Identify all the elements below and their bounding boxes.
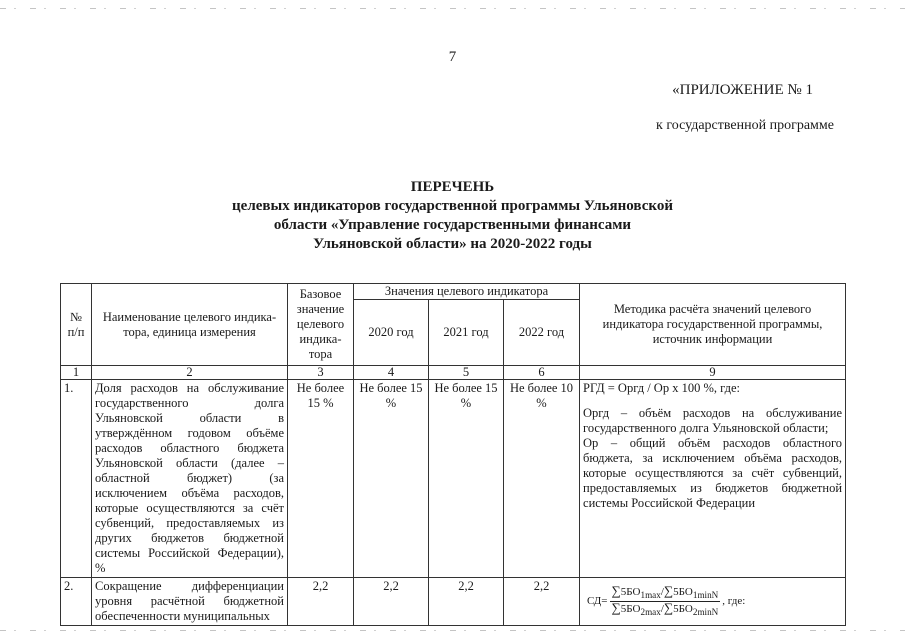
title-line-1: ПЕРЕЧЕНЬ xyxy=(410,179,495,195)
row-2-name: Сокращение дифференциации уровня расчётной бюджетной обеспеченности муниципальных xyxy=(92,578,288,626)
row-2-2020: 2,2 xyxy=(354,578,429,626)
colnum-3: 3 xyxy=(288,366,354,380)
header-values-group: Значения целевого индикатора xyxy=(354,284,580,300)
document-title xyxy=(0,178,905,254)
page-number: 7 xyxy=(448,49,457,65)
header-row-1 xyxy=(61,284,846,300)
row-2-method xyxy=(580,578,846,626)
row-1-method xyxy=(580,380,846,578)
title-line-2: целевых индикаторов государственной программы Ульяновской xyxy=(232,198,673,214)
table-row xyxy=(61,380,846,578)
header-2021: 2021 год xyxy=(429,300,504,366)
table-row xyxy=(61,578,846,626)
row-1-2020: Не более 15 % xyxy=(354,380,429,578)
row-1-method-p2: Ор – общий объём расходов областного бюджета, за исключением объёма расходов, которые осуществляются за счёт субвенций, предоставляемых из бюджетов бюджетной системы Российской Федерации xyxy=(583,436,843,510)
scan-artifact-top xyxy=(0,8,905,9)
title-line-3: области «Управление государственными финансами xyxy=(273,217,632,233)
title-line-4: Ульяновской области» на 2020-2022 годы xyxy=(313,236,592,252)
formula-denominator: $\sum 5БО_{2max}/\sum 5БО_{2minN}$ xyxy=(611,600,719,618)
colnum-5: 5 xyxy=(429,366,504,380)
header-method: Методика расчёта значений целевого индикатора государственной программы, источник информации xyxy=(580,284,846,366)
formula-numerator: $\sum 5БО_{1max}/\sum 5БО_{1minN}$ xyxy=(611,582,719,600)
differentiation-formula xyxy=(583,582,842,618)
colnum-9: 9 xyxy=(580,366,846,380)
header-num: № п/п xyxy=(61,284,92,366)
colnum-1: 1 xyxy=(61,366,92,380)
header-2020: 2020 год xyxy=(354,300,429,366)
row-1-2021: Не более 15 % xyxy=(429,380,504,578)
scan-artifact-bottom xyxy=(0,630,905,631)
row-2-base: 2,2 xyxy=(288,578,354,626)
row-2-2022: 2,2 xyxy=(504,578,580,626)
formula-fraction xyxy=(610,582,721,618)
row-1-method-p1: Оргд – объём расходов на обслуживание государственного долга Ульяновской области; xyxy=(583,406,843,435)
header-name: Наименование целевого индика-тора, единица измерения xyxy=(92,284,288,366)
formula-lhs: СД= xyxy=(587,595,608,607)
row-1-2022: Не более 10 % xyxy=(504,380,580,578)
colnum-2: 2 xyxy=(92,366,288,380)
appendix-label: «ПРИЛОЖЕНИЕ № 1 xyxy=(672,82,813,98)
formula-suffix: , где: xyxy=(722,595,746,607)
row-2-num: 2. xyxy=(61,578,92,626)
to-program-label: к государственной программе xyxy=(656,118,834,133)
row-1-name: Доля расходов на обслуживание государственного долга Ульяновской области в утверждённом годовом объёме расходов областного бюджета Ульяновской области (далее – областной бюджет) (за исключением объёма расходов, которые осуществляются за счёт субвенций, предоставляемых из других бюджетов бюджетной системы Российской Федерации), % xyxy=(92,380,288,578)
row-1-base: Не более 15 % xyxy=(288,380,354,578)
row-2-2021: 2,2 xyxy=(429,578,504,626)
row-1-method-formula: РГД = Оргд / Ор х 100 %, где: xyxy=(583,381,740,395)
header-base: Базовое значение целевого индика-тора xyxy=(288,284,354,366)
indicators-table xyxy=(60,283,846,626)
colnum-4: 4 xyxy=(354,366,429,380)
row-1-num: 1. xyxy=(61,380,92,578)
column-number-row xyxy=(61,366,846,380)
header-2022: 2022 год xyxy=(504,300,580,366)
colnum-6: 6 xyxy=(504,366,580,380)
